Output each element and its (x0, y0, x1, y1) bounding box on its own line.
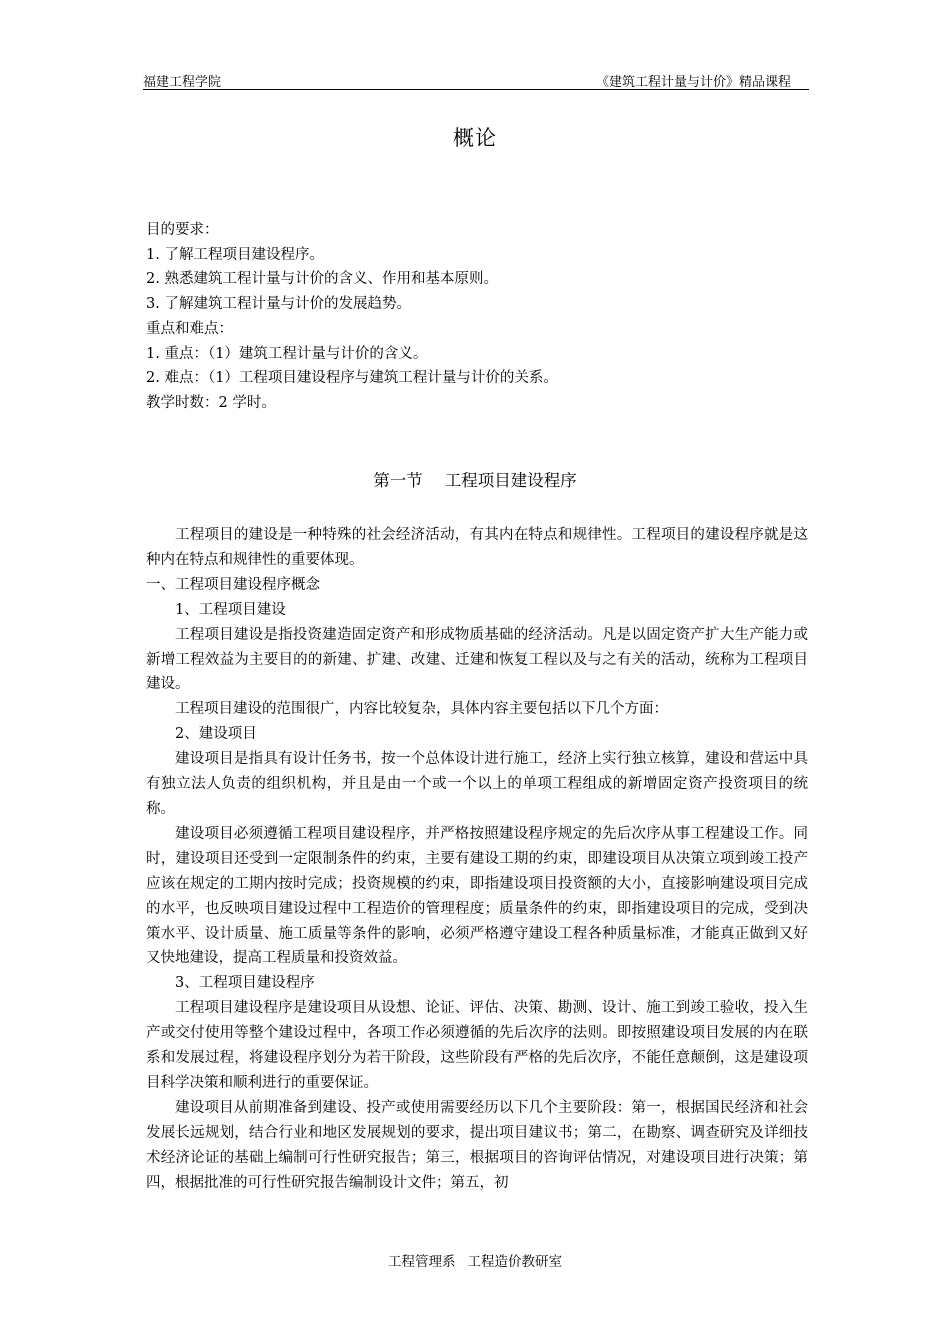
footer-department: 工程管理系 (388, 1254, 456, 1270)
footer-office: 工程造价教研室 (467, 1254, 562, 1270)
objectives-block (146, 218, 816, 416)
objective-item: 3. 了解建筑工程计量与计价的发展趋势。 (146, 296, 411, 313)
teaching-hours: 教学时数：2 学时。 (146, 394, 276, 411)
key-points-heading: 重点和难点： (146, 320, 233, 337)
difficult-point-item: 2. 难点：（1）工程项目建设程序与建筑工程计量与计价的关系。 (146, 370, 558, 387)
paragraph: 工程项目建设的范围很广，内容比较复杂，具体内容主要包括以下几个方面： (175, 701, 668, 718)
section-title: 工程项目建设程序 (444, 471, 577, 490)
paragraph: 建设项目从前期准备到建设、投产或使用需要经历以下几个主要阶段：第一，根据国民经济和社会发展长远规划，结合行业和地区发展规划的要求，提出项目建议书；第二，在勘察、调查研究及详细技术经济论证的基础上编制可行性研究报告；第三，根据项目的咨询评估情况，对建设项目进行决策；第四，根据批准的可行性研究报告编制设计文件；第五，初 (146, 1099, 808, 1191)
page-footer (0, 1250, 950, 1270)
section-heading (0, 467, 950, 491)
paragraph: 工程项目的建设是一种特殊的社会经济活动，有其内在特点和规律性。工程项目的建设程序就是这种内在特点和规律性的重要体现。 (146, 527, 808, 568)
objective-item: 2. 熟悉建筑工程计量与计价的含义、作用和基本原则。 (146, 271, 498, 288)
paragraph: 建设项目必须遵循工程项目建设程序，并严格按照建设程序规定的先后次序从事工程建设工作。同时，建设项目还受到一定限制条件的约束，主要有建设工期的约束，即建设项目从决策立项到竣工投产应该在规定的工期内按时完成；投资规模的约束，即指建设项目投资额的大小，直接影响建设项目完成的水平，也反映项目建设过程中工程造价的管理程度；质量条件的约束，即指建设项目的完成，受到决策水平、设计质量、施工质量等条件的影响，必须严格遵守建设工程各种质量标准，才能真正做到又好又快地建设，提高工程质量和投资效益。 (146, 825, 808, 967)
subheading: 3、工程项目建设程序 (175, 975, 315, 992)
section-number: 第一节 (373, 471, 423, 490)
objectives-heading: 目的要求： (146, 222, 219, 238)
header-institution: 福建工程学院 (143, 75, 222, 90)
key-point-item: 1. 重点：（1）建筑工程计量与计价的含义。 (146, 345, 428, 362)
subheading: 一、工程项目建设程序概念 (146, 576, 320, 593)
subheading: 2、建设项目 (175, 726, 257, 743)
subheading: 1、工程项目建设 (175, 601, 286, 618)
page-title: 概论 (453, 126, 497, 150)
paragraph: 建设项目是指具有设计任务书，按一个总体设计进行施工，经济上实行独立核算，建设和营运中具有独立法人负责的组织机构，并且是由一个或一个以上的单项工程组成的新增固定资产投资项目的统称。 (146, 751, 808, 817)
header-course: 《建筑工程计量与计价》精品课程 (595, 75, 791, 90)
paragraph: 工程项目建设是指投资建造固定资产和形成物质基础的经济活动。凡是以固定资产扩大生产能力或新增工程效益为主要目的的新建、扩建、改建、迁建和恢复工程以及与之有关的活动，统称为工程项目建设。 (146, 626, 808, 693)
section-body (146, 523, 808, 1195)
paragraph: 工程项目建设程序是建设项目从设想、论证、评估、决策、勘测、设计、施工到竣工验收，投入生产或交付使用等整个建设过程中，各项工作必须遵循的先后次序的法则。即按照建设项目发展的内在联系和发展过程，将建设程序划分为若干阶段，这些阶段有严格的先后次序，不能任意颠倒，这是建设项目科学决策和顺利进行的重要保证。 (146, 1000, 808, 1091)
objective-item: 1. 了解工程项目建设程序。 (146, 246, 324, 263)
page-header (143, 70, 809, 90)
